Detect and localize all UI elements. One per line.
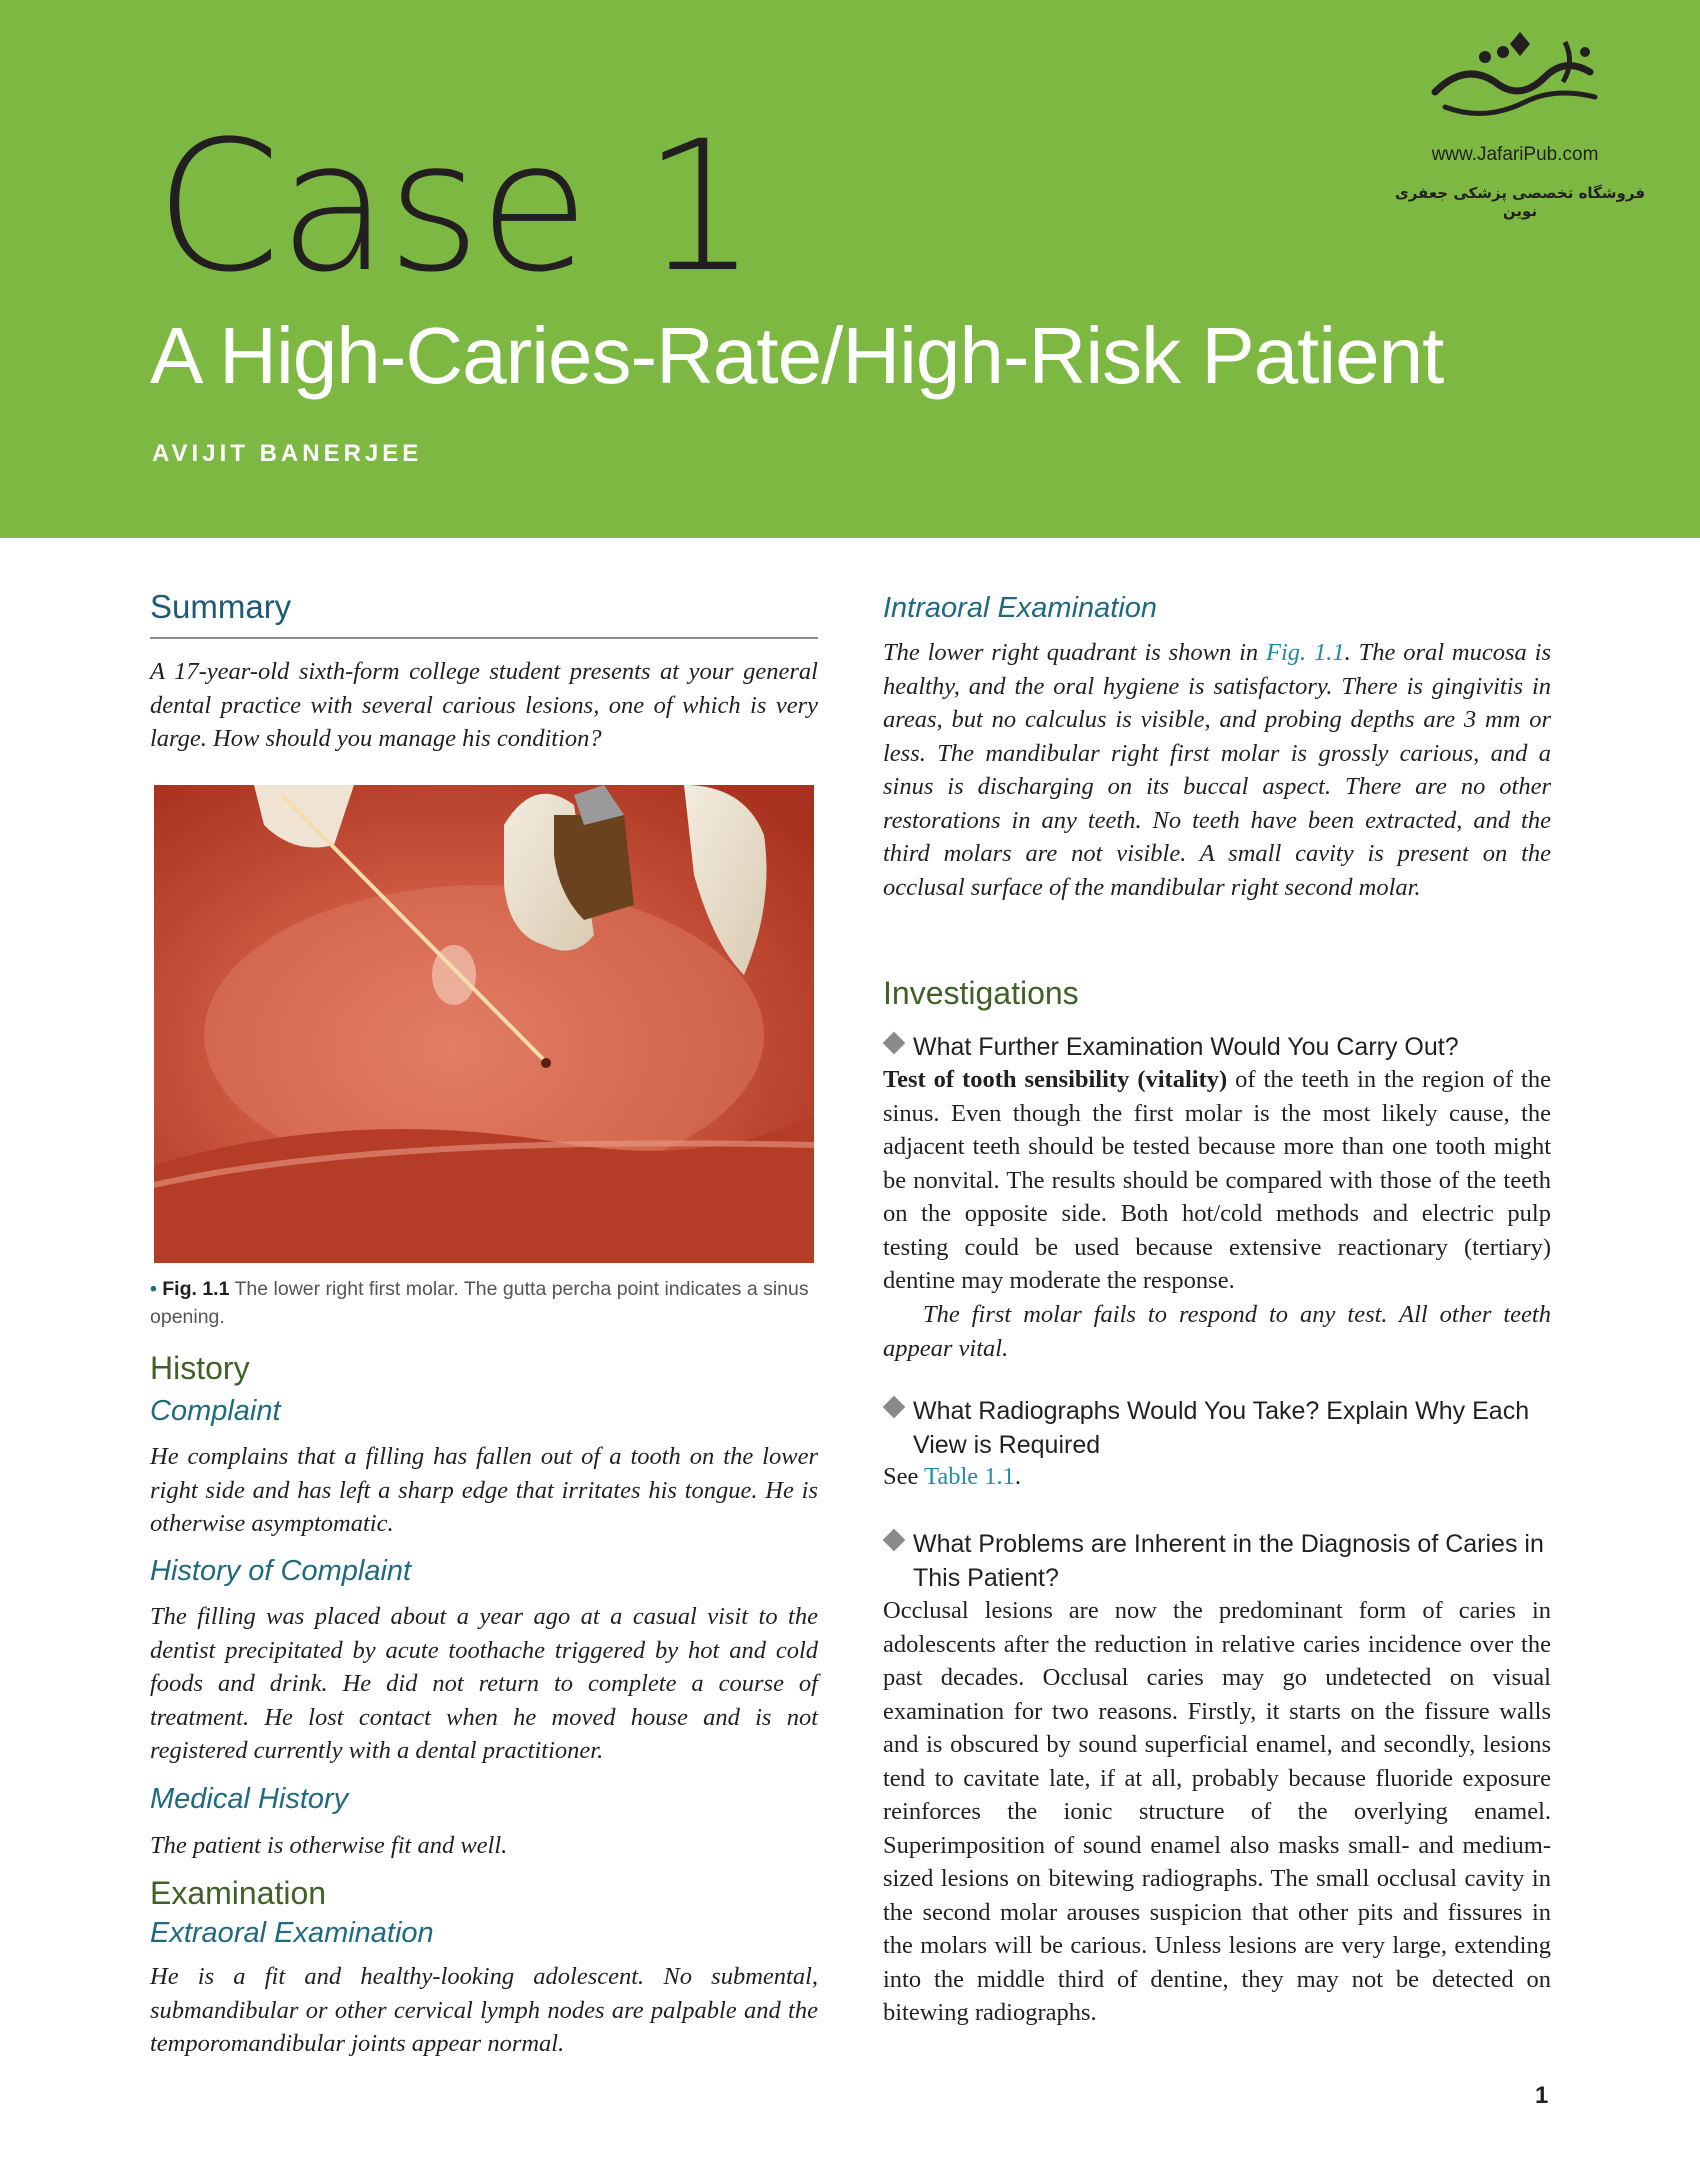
clinical-photo — [154, 785, 814, 1263]
complaint-heading: Complaint — [150, 1395, 281, 1427]
question-1-answer — [883, 1063, 1551, 1298]
tooth-sensibility-term: Test of tooth sensibility (vitality) — [883, 1066, 1228, 1093]
medical-history-text: The patient is otherwise fit and well. — [150, 1832, 508, 1859]
examination-heading: Examination — [150, 1875, 327, 1911]
author-name: AVIJIT BANERJEE — [152, 440, 423, 467]
diamond-bullet-icon — [883, 1396, 906, 1419]
complaint-text: He complains that a filling has fallen out of a tooth on the lower right side and has left a sharp edge that irritates his tongue. He is otherwise asymptomatic. — [150, 1443, 818, 1537]
case-label: Case 1 — [155, 103, 756, 312]
question-1-result: The first molar fails to respond to any test. All other teeth appear vital. — [883, 1301, 1551, 1362]
figure-label: Fig. 1.1 — [162, 1278, 230, 1300]
intraoral-text-start: The lower right quadrant is shown in — [883, 639, 1267, 666]
page-number: 1 — [1535, 2082, 1549, 2109]
logo-persian-text: فروشگاه تخصصی پزشکی جعفری نوین — [1394, 184, 1646, 220]
question-1-answer-text: of the teeth in the region of the sinus. Even though the first molar is the most likely cause, the adjacent teeth should be tested because more than one tooth might be nonvital. The results should be compared with those of the teeth on the opposite side. Both hot/cold methods and electric pulp testing could be used because extensive reactionary (tertiary) dentine may moderate the response. — [883, 1066, 1551, 1294]
question-diagnosis-problems — [883, 1527, 1551, 1595]
question-2-answer — [883, 1460, 1551, 1494]
intraoral-text — [883, 636, 1551, 904]
logo-url[interactable]: www.JafariPub.com — [1431, 144, 1599, 165]
publisher-logo[interactable] — [1394, 22, 1655, 220]
publisher-logo-icon — [1425, 22, 1615, 132]
table-link[interactable]: Table 1.1 — [924, 1463, 1015, 1490]
extraoral-text: He is a fit and healthy-looking adolescent. No submental, submandibular or other cervical lymph nodes are palpable and the temporomandibular joints appear normal. — [150, 1963, 818, 2057]
question-2-text: What Radiographs Would You Take? Explain Why Each View is Required — [913, 1397, 1530, 1459]
see-end: . — [1014, 1463, 1021, 1490]
chapter-title: A High-Caries-Rate/High-Risk Patient — [150, 311, 1444, 400]
diamond-bullet-icon — [883, 1529, 906, 1552]
medical-history-heading: Medical History — [150, 1783, 349, 1815]
figure-caption-text: The lower right first molar. The gutta percha point indicates a sinus opening. — [150, 1278, 809, 1328]
figure-caption — [150, 1275, 818, 1331]
intraoral-text-rest: . The oral mucosa is healthy, and the oral hygiene is satisfactory. There is gingivitis in areas, but no calculus is visible, and probing depths are 3 mm or less. The mandibular right first molar is grossly carious, and a sinus is discharging on its buccal aspect. There are no other restorations in any teeth. No teeth have been extracted, and the third molars are not visible. A small cavity is present on the occlusal surface of the mandibular right second molar. — [883, 639, 1551, 901]
summary-heading: Summary — [150, 588, 292, 625]
extraoral-heading: Extraoral Examination — [150, 1917, 434, 1949]
question-3-text: What Problems are Inherent in the Diagnosis of Caries in This Patient? — [913, 1530, 1544, 1592]
question-further-examination — [883, 1030, 1459, 1064]
history-of-complaint-text: The filling was placed about a year ago at a casual visit to the dentist precipitated by acute toothache triggered by hot and cold foods and drink. He did not return to complete a course of treatment. He lost contact when he moved house and is not registered currently with a dental practitioner. — [150, 1603, 818, 1764]
question-radiographs — [883, 1394, 1551, 1462]
summary-text: A 17-year-old sixth-form college student presents at your general dental practice with several carious lesions, one of which is very large. How should you manage his condition? — [150, 658, 818, 752]
summary-divider — [150, 637, 818, 639]
diamond-bullet-icon — [883, 1032, 906, 1055]
investigations-heading: Investigations — [883, 975, 1079, 1011]
history-of-complaint-heading: History of Complaint — [150, 1555, 412, 1587]
clinical-photo-image — [154, 785, 814, 1263]
question-3-answer: Occlusal lesions are now the predominant form of caries in adolescents after the reduction in relative caries incidence over the past decades. Occlusal caries may go undetected on visual examination for two reasons. Firstly, it starts on the fissure walls and is obscured by sound superficial enamel, and secondly, lesions tend to cavitate late, if at all, probably because fluoride exposure reinforces the ionic structure of the overlying enamel. Superimposition of sound enamel also masks small- and medium-sized lesions on bitewing radiographs. The small occlusal cavity in the second molar arouses suspicion that other pits and fissures in the molars will be carious. Unless lesions are very large, extending into the middle third of dentine, they may not be detected on bitewing radiographs. — [883, 1597, 1551, 2026]
see-label: See — [883, 1463, 925, 1490]
figure-link[interactable]: Fig. 1.1 — [1266, 639, 1345, 666]
intraoral-heading: Intraoral Examination — [883, 592, 1158, 624]
caption-bullet: • — [150, 1278, 157, 1300]
header-band — [0, 0, 1700, 538]
question-1-text: What Further Examination Would You Carry Out? — [913, 1033, 1459, 1061]
history-heading: History — [150, 1350, 250, 1386]
